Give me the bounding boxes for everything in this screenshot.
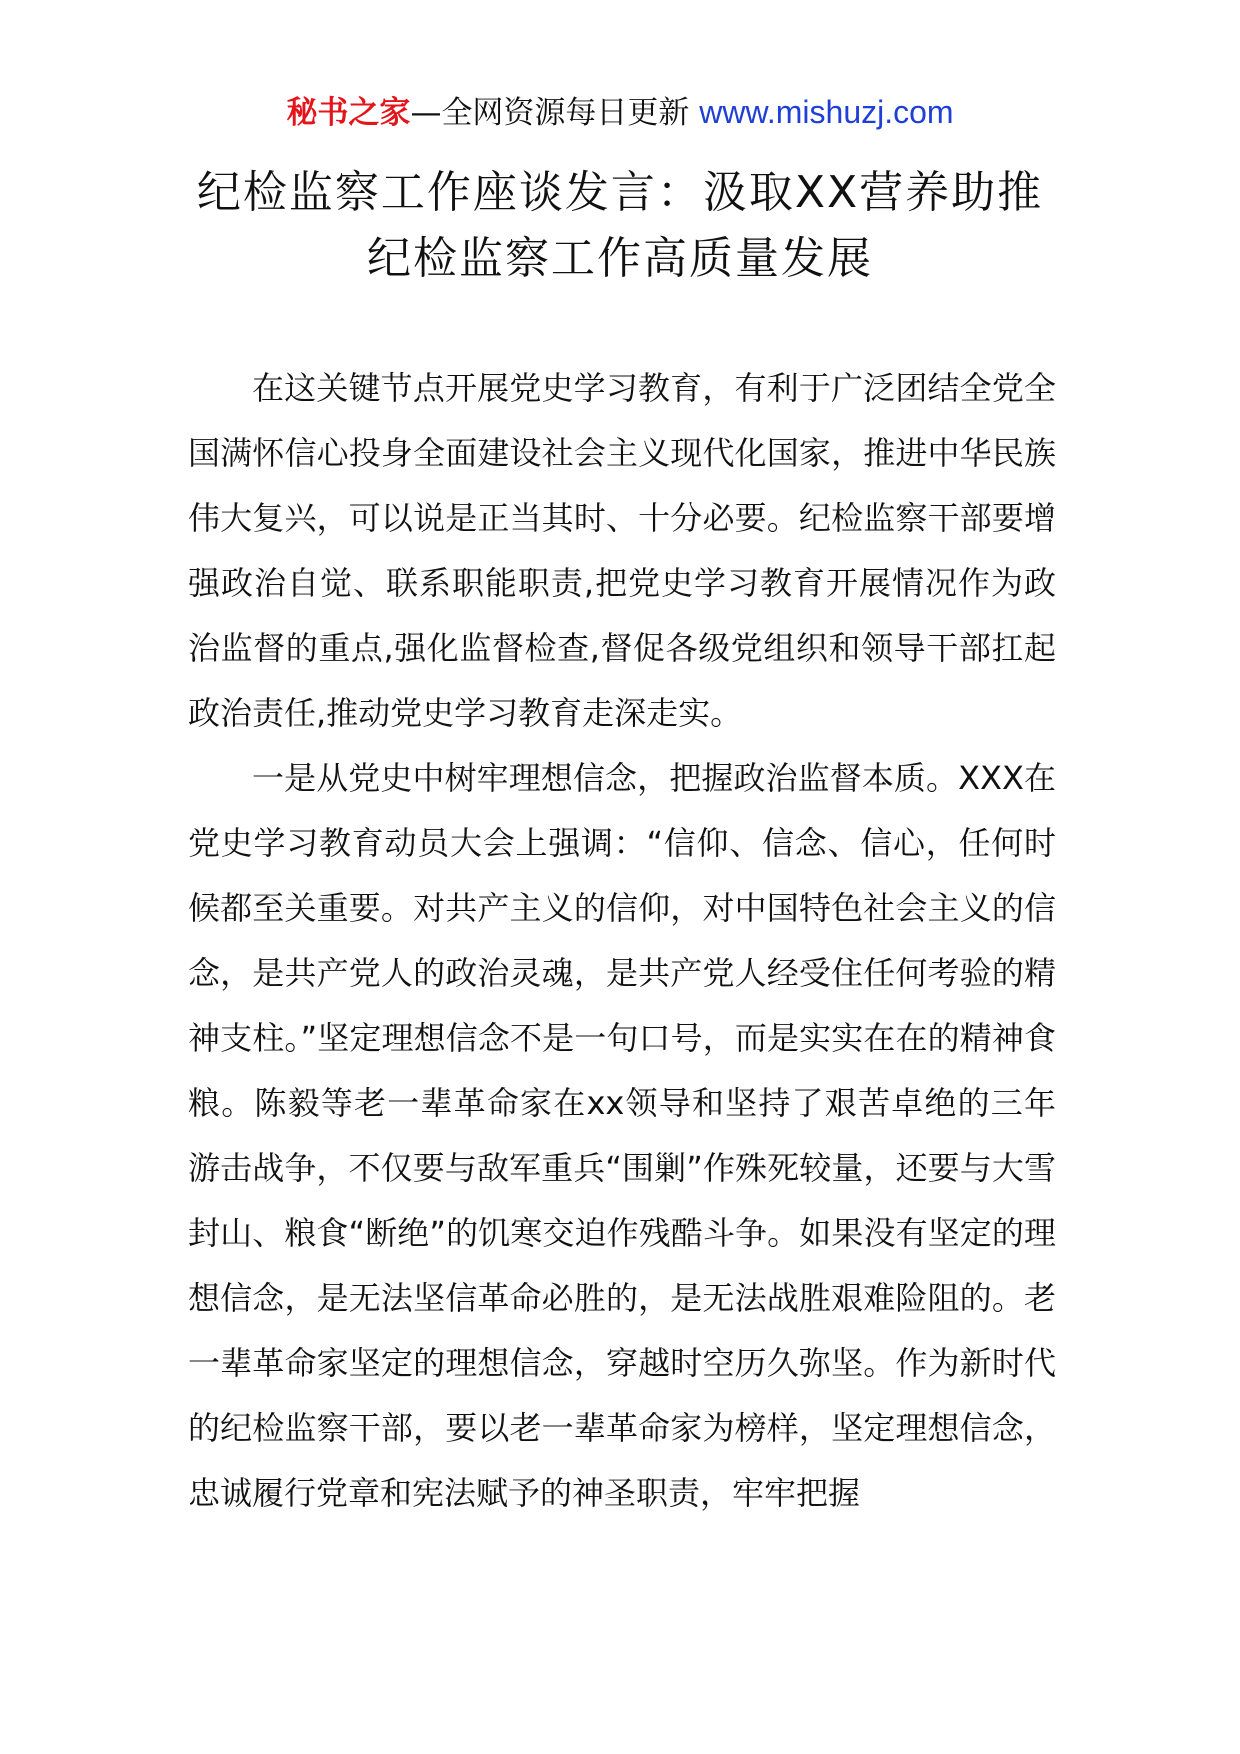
document-title <box>0 160 1240 292</box>
site-header <box>0 92 1240 133</box>
title-line-1: 纪检监察工作座谈发言：汲取XX营养助推 <box>196 167 1044 218</box>
body-paragraph-2: 一是从党史中树牢理想信念，把握政治监督本质。XXX在党史学习教育动员大会上强调：“信仰、信念、信心，任何时候都至关重要。对共产主义的信仰，对中国特色社会主义的信念，是共产党人的政治灵魂，是共产党人经受住任何考验的精神支柱。”坚定理想信念不是一句口号，而是实实在在的精神食粮。陈毅等老一辈革命家在xx领导和坚持了艰苦卓绝的三年游击战争，不仅要与敌军重兵“围剿”作殊死较量，还要与大雪封山、粮食“断绝”的饥寒交迫作残酷斗争。如果没有坚定的理想信念，是无法坚信革命必胜的，是无法战胜艰难险阻的。老一辈革命家坚定的理想信念，穿越时空历久弥坚。作为新时代的纪检监察干部，要以老一辈革命家为榜样，坚定理想信念，忠诚履行党章和宪法赋予的神圣职责，牢牢把握 <box>188 759 1056 1512</box>
body-paragraph-1: 在这关键节点开展党史学习教育，有利于广泛团结全党全国满怀信心投身全面建设社会主义现代化国家，推进中华民族伟大复兴，可以说是正当其时、十分必要。纪检监察干部要增强政治自觉、联系职能职责,把党史学习教育开展情况作为政治监督的重点,强化监督检查,督促各级党组织和领导干部扛起政治责任,推动党史学习教育走深走实。 <box>188 369 1056 732</box>
title-line-2: 纪检监察工作高质量发展 <box>367 233 873 284</box>
site-tagline: —全网资源每日更新 <box>410 95 690 131</box>
site-brand: 秘书之家 <box>286 95 411 131</box>
site-url-link[interactable]: www.mishuzj.com <box>699 94 954 130</box>
document-body <box>188 356 1056 1526</box>
